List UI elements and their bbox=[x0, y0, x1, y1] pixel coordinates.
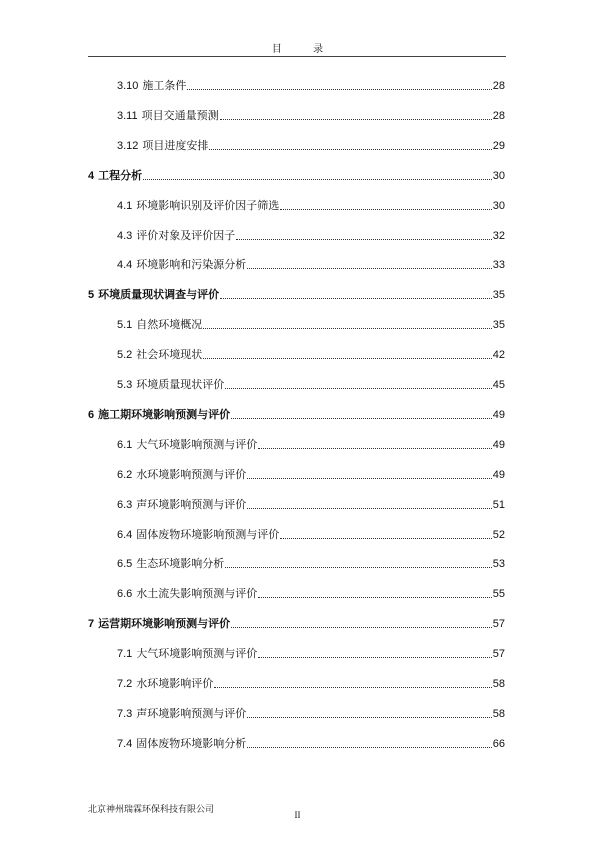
toc-dot-leader bbox=[236, 239, 491, 240]
toc-entry-title: 水环境影响预测与评价 bbox=[136, 467, 247, 481]
toc-entry-page: 53 bbox=[492, 558, 505, 571]
toc-dot-leader bbox=[220, 298, 492, 299]
toc-entry-number: 7 bbox=[88, 618, 95, 631]
toc-dot-leader bbox=[280, 209, 491, 210]
toc-entry-title: 声环境影响预测与评价 bbox=[136, 497, 247, 511]
toc-entry[interactable] bbox=[117, 376, 505, 392]
toc-entry[interactable] bbox=[117, 316, 505, 332]
toc-entry-number: 7.1 bbox=[117, 648, 133, 661]
toc-entry[interactable] bbox=[117, 705, 505, 721]
toc-dot-leader bbox=[203, 328, 491, 329]
toc-entry-page: 52 bbox=[492, 528, 505, 541]
toc-entry-title: 施工期环境影响预测与评价 bbox=[98, 407, 231, 421]
toc-entry-title: 固体废物环境影响分析 bbox=[136, 736, 247, 750]
toc-entry[interactable] bbox=[117, 436, 505, 452]
toc-entry-page: 29 bbox=[492, 139, 505, 152]
toc-entry-page: 57 bbox=[492, 618, 505, 631]
header-title: 目 录 bbox=[271, 44, 338, 55]
toc-dot-leader bbox=[247, 747, 491, 748]
toc-dot-leader bbox=[209, 149, 491, 150]
toc-dot-leader bbox=[143, 179, 492, 180]
toc-entry[interactable] bbox=[117, 77, 505, 93]
toc-dot-leader bbox=[225, 567, 491, 568]
toc-dot-leader bbox=[280, 538, 491, 539]
toc-entry-number: 4.4 bbox=[117, 259, 133, 272]
toc-entry-title: 项目进度安排 bbox=[142, 138, 209, 152]
toc-entry-number: 6 bbox=[88, 408, 95, 421]
toc-entry-page: 35 bbox=[492, 319, 505, 332]
toc-entry[interactable] bbox=[117, 496, 505, 512]
toc-entry-page: 30 bbox=[492, 199, 505, 212]
toc-dot-leader bbox=[225, 388, 491, 389]
toc-entry-number: 7.2 bbox=[117, 678, 133, 690]
toc-entry[interactable] bbox=[117, 735, 505, 751]
toc-entry-page: 58 bbox=[492, 678, 505, 690]
toc-entry-title: 自然环境概况 bbox=[136, 318, 203, 332]
toc-entry[interactable] bbox=[117, 466, 505, 482]
toc-entry-number: 6.5 bbox=[117, 558, 133, 571]
toc-entry[interactable] bbox=[88, 286, 505, 302]
toc-entry-number: 4.3 bbox=[117, 229, 133, 242]
footer-company-name: 北京神州瑞霖环保科技有限公司 bbox=[88, 805, 215, 815]
toc-entry-number: 6.6 bbox=[117, 588, 133, 601]
toc-entry[interactable] bbox=[117, 107, 505, 123]
toc-entry-title: 环境影响和污染源分析 bbox=[136, 258, 247, 272]
toc-entry[interactable] bbox=[88, 167, 505, 183]
toc-entry-title: 环境影响识别及评价因子筛选 bbox=[136, 198, 280, 212]
toc-entry-title: 大气环境影响预测与评价 bbox=[136, 647, 258, 661]
toc-entry-title: 固体废物环境影响预测与评价 bbox=[136, 527, 280, 541]
toc-entry-title: 项目交通量预测 bbox=[141, 108, 219, 122]
toc-entry-number: 5 bbox=[88, 289, 95, 302]
toc-dot-leader bbox=[247, 508, 491, 509]
toc-entry-title: 工程分析 bbox=[98, 168, 143, 182]
toc-dot-leader bbox=[258, 448, 491, 449]
toc-entry-number: 3.10 bbox=[117, 80, 139, 92]
header-divider bbox=[88, 56, 506, 57]
toc-entry-title: 环境质量现状评价 bbox=[136, 378, 225, 391]
toc-entry-page: 66 bbox=[492, 737, 505, 750]
toc-entry-page: 51 bbox=[492, 498, 505, 511]
toc-entry[interactable] bbox=[117, 555, 505, 571]
toc-entry[interactable] bbox=[117, 526, 505, 542]
toc-entry-number: 7.4 bbox=[117, 737, 133, 750]
toc-entry-page: 45 bbox=[492, 379, 505, 391]
toc-dot-leader bbox=[214, 687, 491, 688]
toc-entry-number: 3.12 bbox=[117, 139, 139, 152]
toc-entry-number: 6.1 bbox=[117, 438, 133, 451]
toc-dot-leader bbox=[220, 119, 492, 120]
toc-entry-page: 28 bbox=[492, 80, 505, 92]
footer-page-number: II bbox=[294, 810, 301, 820]
toc-dot-leader bbox=[247, 268, 491, 269]
toc-entry[interactable] bbox=[117, 585, 505, 601]
toc-entry-page: 35 bbox=[492, 289, 505, 302]
toc-entry[interactable] bbox=[88, 406, 505, 422]
toc-entry-page: 33 bbox=[492, 259, 505, 272]
toc-entry-number: 6.2 bbox=[117, 468, 133, 481]
toc-dot-leader bbox=[258, 657, 491, 658]
toc-entry-title: 施工条件 bbox=[142, 79, 187, 92]
toc-entry-title: 运营期环境影响预测与评价 bbox=[98, 617, 231, 631]
toc-entry-page: 49 bbox=[492, 408, 505, 421]
toc-dot-leader bbox=[247, 717, 491, 718]
toc-entry-page: 32 bbox=[492, 229, 505, 242]
toc-entry[interactable] bbox=[117, 346, 505, 362]
toc-entry-page: 49 bbox=[492, 468, 505, 481]
toc-entry-page: 55 bbox=[492, 588, 505, 601]
toc-entry-number: 5.2 bbox=[117, 349, 133, 362]
toc-entry-number: 5.1 bbox=[117, 319, 133, 332]
toc-dot-leader bbox=[231, 627, 492, 628]
toc-entry[interactable] bbox=[88, 615, 505, 631]
toc-entry-number: 4.1 bbox=[117, 199, 133, 212]
toc-entry-title: 环境质量现状调查与评价 bbox=[98, 288, 220, 302]
toc-entry[interactable] bbox=[117, 197, 505, 213]
toc-entry-number: 7.3 bbox=[117, 707, 133, 720]
toc-dot-leader bbox=[247, 478, 491, 479]
toc-dot-leader bbox=[187, 89, 491, 90]
toc-entry[interactable] bbox=[117, 645, 505, 661]
toc-entry-title: 水土流失影响预测与评价 bbox=[136, 587, 258, 601]
toc-entry-title: 水环境影响评价 bbox=[136, 677, 214, 690]
toc-entry-title: 生态环境影响分析 bbox=[136, 557, 225, 571]
toc-entry-number: 6.3 bbox=[117, 498, 133, 511]
toc-entry-number: 4 bbox=[88, 169, 95, 182]
toc-entry-page: 58 bbox=[492, 707, 505, 720]
toc-entry-number: 6.4 bbox=[117, 528, 133, 541]
toc-entry-page: 28 bbox=[492, 109, 505, 122]
toc-entry[interactable] bbox=[117, 137, 505, 153]
toc-entry-page: 57 bbox=[492, 648, 505, 661]
toc-dot-leader bbox=[258, 597, 491, 598]
toc-dot-leader bbox=[203, 358, 491, 359]
toc-entry-number: 5.3 bbox=[117, 379, 133, 391]
toc-entry-title: 评价对象及评价因子 bbox=[136, 228, 236, 242]
toc-entry-page: 42 bbox=[492, 349, 505, 362]
toc-entry[interactable] bbox=[117, 256, 505, 272]
toc-entry[interactable] bbox=[117, 675, 505, 691]
toc-entry-title: 声环境影响预测与评价 bbox=[136, 706, 247, 720]
toc-entry-page: 30 bbox=[492, 169, 505, 182]
toc-entry-number: 3.11 bbox=[117, 109, 138, 122]
toc-entry-page: 49 bbox=[492, 438, 505, 451]
toc-dot-leader bbox=[231, 418, 492, 419]
toc-entry[interactable] bbox=[117, 227, 505, 243]
toc-entry-title: 大气环境影响预测与评价 bbox=[136, 437, 258, 451]
toc-entry-title: 社会环境现状 bbox=[136, 348, 203, 362]
